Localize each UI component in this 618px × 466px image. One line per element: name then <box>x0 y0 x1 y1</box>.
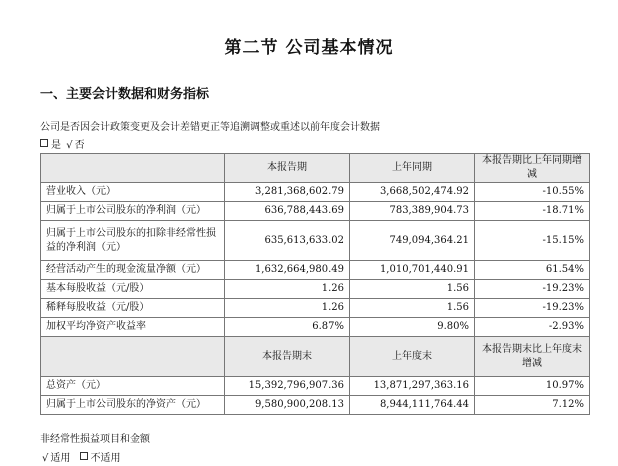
change-value: -18.71% <box>475 202 590 221</box>
row-label: 营业收入（元） <box>41 183 225 202</box>
current-value: 9,580,900,208.13 <box>225 396 350 415</box>
financial-data-table <box>40 153 590 415</box>
section-heading: 一、主要会计数据和财务指标 <box>40 87 210 102</box>
nonrecurring-heading: 非经常性损益项目和金额 <box>40 434 150 445</box>
header-cell: 本报告期比上年同期增减 <box>475 154 590 183</box>
prior-value: 9.80% <box>350 318 475 337</box>
prior-value: 1,010,701,440.91 <box>350 261 475 280</box>
current-value: 6.87% <box>225 318 350 337</box>
table-row <box>41 183 590 202</box>
header-cell: 本报告期 <box>225 154 350 183</box>
row-label: 基本每股收益（元/股） <box>41 280 225 299</box>
current-value: 3,281,368,602.79 <box>225 183 350 202</box>
prior-value: 8,944,111,764.44 <box>350 396 475 415</box>
row-label: 归属于上市公司股东的净资产（元） <box>41 396 225 415</box>
option-not-applicable-label: 不适用 <box>90 453 121 464</box>
nonrecurring-options <box>40 449 121 464</box>
prior-value: 13,871,297,363.16 <box>350 377 475 396</box>
checkmark-icon: √ <box>42 453 49 464</box>
current-value: 636,788,443.69 <box>225 202 350 221</box>
header-cell: 本报告期末 <box>225 337 350 377</box>
option-applicable-label: 适用 <box>50 453 71 464</box>
table-row <box>41 280 590 299</box>
header-cell <box>41 154 225 183</box>
table-row <box>41 202 590 221</box>
checkmark-icon: √ <box>66 140 73 151</box>
table-row <box>41 299 590 318</box>
table-row <box>41 396 590 415</box>
change-value: -2.93% <box>475 318 590 337</box>
prior-value: 1.56 <box>350 280 475 299</box>
header-cell <box>41 337 225 377</box>
section-title: 第二节 公司基本情况 <box>224 38 394 58</box>
restate-options <box>40 136 85 151</box>
change-value: -15.15% <box>475 221 590 261</box>
prior-value: 749,094,364.21 <box>350 221 475 261</box>
change-value: 10.97% <box>475 377 590 396</box>
table-header-row <box>41 337 590 377</box>
prior-value: 3,668,502,474.92 <box>350 183 475 202</box>
header-cell: 上年度末 <box>350 337 475 377</box>
header-cell: 本报告期末比上年度末增减 <box>475 337 590 377</box>
change-value: -10.55% <box>475 183 590 202</box>
current-value: 635,613,633.02 <box>225 221 350 261</box>
change-value: -19.23% <box>475 299 590 318</box>
restate-question: 公司是否因会计政策变更及会计差错更正等追溯调整或重述以前年度会计数据 <box>40 122 380 133</box>
current-value: 1,632,664,980.49 <box>225 261 350 280</box>
table-row <box>41 318 590 337</box>
row-label: 归属于上市公司股东的扣除非经常性损益的净利润（元） <box>41 221 225 261</box>
row-label: 总资产（元） <box>41 377 225 396</box>
row-label: 经营活动产生的现金流量净额（元） <box>41 261 225 280</box>
table-row <box>41 377 590 396</box>
change-value: 61.54% <box>475 261 590 280</box>
current-value: 1.26 <box>225 299 350 318</box>
header-cell: 上年同期 <box>350 154 475 183</box>
prior-value: 1.56 <box>350 299 475 318</box>
change-value: 7.12% <box>475 396 590 415</box>
option-yes-label: 是 <box>51 140 61 151</box>
table-row <box>41 221 590 261</box>
change-value: -19.23% <box>475 280 590 299</box>
row-label: 归属于上市公司股东的净利润（元） <box>41 202 225 221</box>
checkbox-not-applicable[interactable] <box>80 452 88 460</box>
checkbox-yes[interactable] <box>40 139 48 147</box>
table-header-row <box>41 154 590 183</box>
row-label: 加权平均净资产收益率 <box>41 318 225 337</box>
current-value: 1.26 <box>225 280 350 299</box>
prior-value: 783,389,904.73 <box>350 202 475 221</box>
current-value: 15,392,796,907.36 <box>225 377 350 396</box>
row-label: 稀释每股收益（元/股） <box>41 299 225 318</box>
option-no-label: 否 <box>74 140 85 151</box>
table-row <box>41 261 590 280</box>
